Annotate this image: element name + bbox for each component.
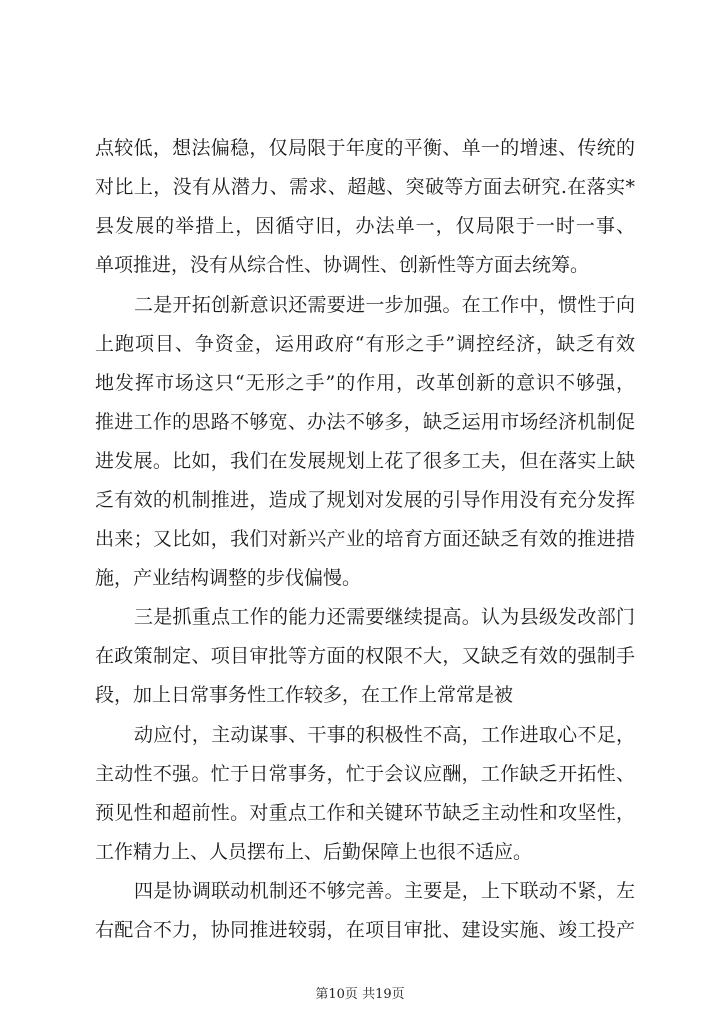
text-line: 主动性不强。忙于日常事务，忙于会议应酬，工作缺乏开拓性、: [95, 763, 635, 785]
page-number-footer: 第10页 共19页: [315, 987, 405, 1002]
text-line: 地发挥市场这只“无形之手”的作用，改革创新的意识不够强，: [95, 372, 635, 394]
text-line: 点较低，想法偏稳，仅局限于年度的平衡、单一的增速、传统的: [95, 137, 635, 159]
paragraph-first-line: 二是开拓创新意识还需要进一步加强。在工作中，惯性于向: [134, 294, 635, 316]
text-line: 推进工作的思路不够宽、办法不够多，缺乏运用市场经济机制促: [95, 411, 635, 433]
text-line: 对比上，没有从潜力、需求、超越、突破等方面去研究.在落实*: [95, 176, 635, 198]
text-line: 工作精力上、人员摆布上、后勤保障上也很不适应。: [95, 841, 533, 863]
text-line: 出来；又比如，我们对新兴产业的培育方面还缺乏有效的推进措: [95, 528, 635, 550]
text-line: 在政策制定、项目审批等方面的权限不大，又缺乏有效的强制手: [95, 645, 635, 667]
paragraph-first-line: 四是协调联动机制还不够完善。主要是，上下联动不紧，左: [134, 880, 635, 902]
text-line: 单项推进，没有从综合性、协调性、创新性等方面去统筹。: [95, 254, 590, 276]
text-line: 进发展。比如，我们在发展规划上花了很多工夫，但在落实上缺: [95, 450, 635, 472]
paragraph-first-line: 三是抓重点工作的能力还需要继续提高。认为县级发改部门: [134, 606, 635, 628]
text-line: 县发展的举措上，因循守旧，办法单一，仅局限于一时一事、: [95, 215, 635, 237]
text-line: 预见性和超前性。对重点工作和关键环节缺乏主动性和攻坚性，: [95, 802, 635, 824]
text-line: 段，加上日常事务性工作较多，在工作上常常是被: [95, 684, 514, 706]
text-line: 上跑项目、争资金，运用政府“有形之手”调控经济，缺乏有效: [95, 333, 635, 355]
paragraph-first-line: 动应付，主动谋事、干事的积极性不高，工作进取心不足，: [134, 724, 635, 746]
text-line: 右配合不力，协同推进较弱，在项目审批、建设实施、竣工投产: [95, 919, 635, 941]
text-line: 施，产业结构调整的步伐偏慢。: [95, 567, 362, 589]
text-line: 乏有效的机制推进，造成了规划对发展的引导作用没有充分发挥: [95, 489, 635, 511]
